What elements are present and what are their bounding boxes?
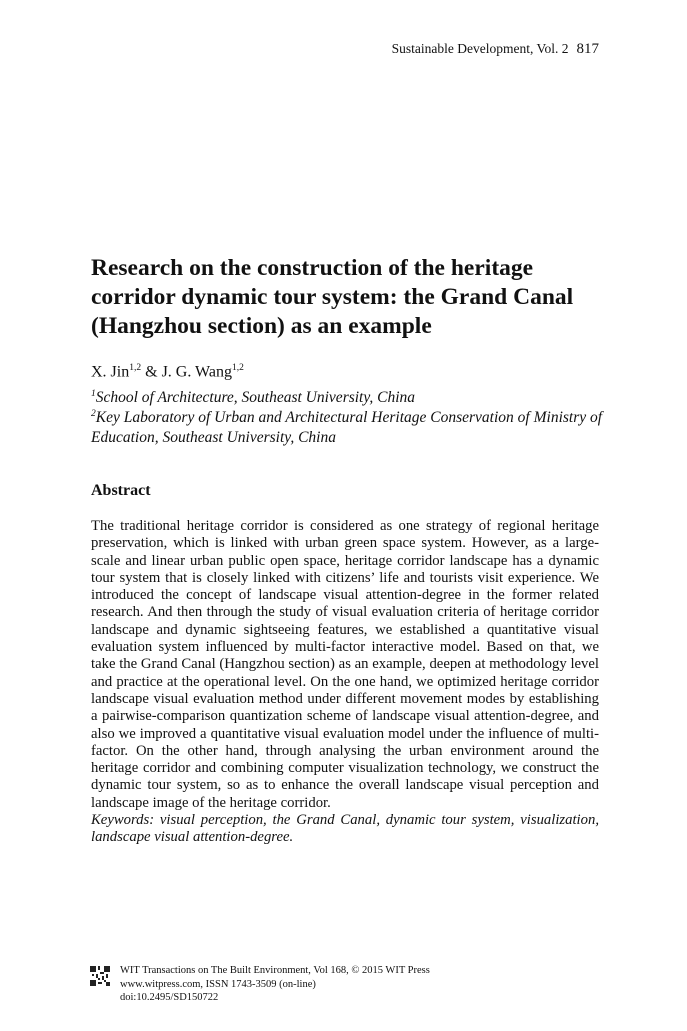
author-superscript: 1,2	[231, 363, 244, 373]
footer-doi-line: doi:10.2495/SD150722	[120, 992, 219, 1003]
keywords: Keywords: visual perception, the Grand Canal, dynamic tour system, visualization, landscape visual attention-degree.	[91, 812, 599, 846]
journal-name: Sustainable Development, Vol. 2	[391, 41, 569, 56]
qr-code-icon	[90, 966, 110, 986]
affiliation-text: School of Architecture, Southeast University, China	[95, 389, 416, 407]
affiliation-text: Key Laboratory of Urban and Architectural Heritage Conservation of Ministry of Education, Southeast University, China	[91, 409, 603, 447]
abstract-body	[91, 518, 599, 847]
affiliation-superscript: 2	[91, 409, 96, 419]
abstract-paragraph: The traditional heritage corridor is considered as one strategy of regional heritage preservation, which is linked with urban green space system. However, as a large-scale and linear urban public open space, heritage corridor landscape has a dynamic tour system that is closely linked with citizens’ life and tourists visit experience. We introduced the concept of landscape visual attention-degree in the former related research. And then through the study of visual evaluation criteria of heritage corridor landscape and dynamic sightseeing features, we established a quantitative visual evaluation system influenced by multi-factor interactive model. Based on that, we take the Grand Canal (Hangzhou section) as an example, deepen at methodology level and practice at the operational level. On the one hand, we optimized heritage corridor landscape visual evaluation method under different movement modes by establishing a pairwise-comparison quantization scheme of landscape visual attention-degree, and also we improved a quantitative visual evaluation model under the influence of multi-factor. On the other hand, through analysing the urban environment around the heritage corridor and combining computer visualization technology, we construct the dynamic tour system, so as to enhance the overall landscape visual perception and landscape image of the heritage corridor.	[91, 518, 599, 811]
page-footer	[90, 964, 430, 1005]
page-number: 817	[576, 41, 599, 57]
footer-issn-line: www.witpress.com, ISSN 1743-3509 (on-line)	[120, 978, 316, 990]
affiliation-2	[91, 404, 611, 448]
paper-title: Research on the construction of the heritage corridor dynamic tour system: the Grand Canal (Hangzhou section) as an example	[91, 255, 574, 339]
footer-publisher-line: WIT Transactions on The Built Environment, Vol 168, © 2015 WIT Press	[120, 965, 430, 976]
author-name: J. G. Wang	[161, 363, 232, 381]
author-name: X. Jin	[91, 363, 130, 381]
author-superscript: 1,2	[129, 363, 142, 373]
author-separator: &	[141, 363, 162, 381]
affiliation-superscript: 1	[91, 389, 96, 399]
author-list	[91, 363, 244, 381]
running-header	[392, 41, 599, 58]
abstract-heading: Abstract	[91, 482, 151, 499]
